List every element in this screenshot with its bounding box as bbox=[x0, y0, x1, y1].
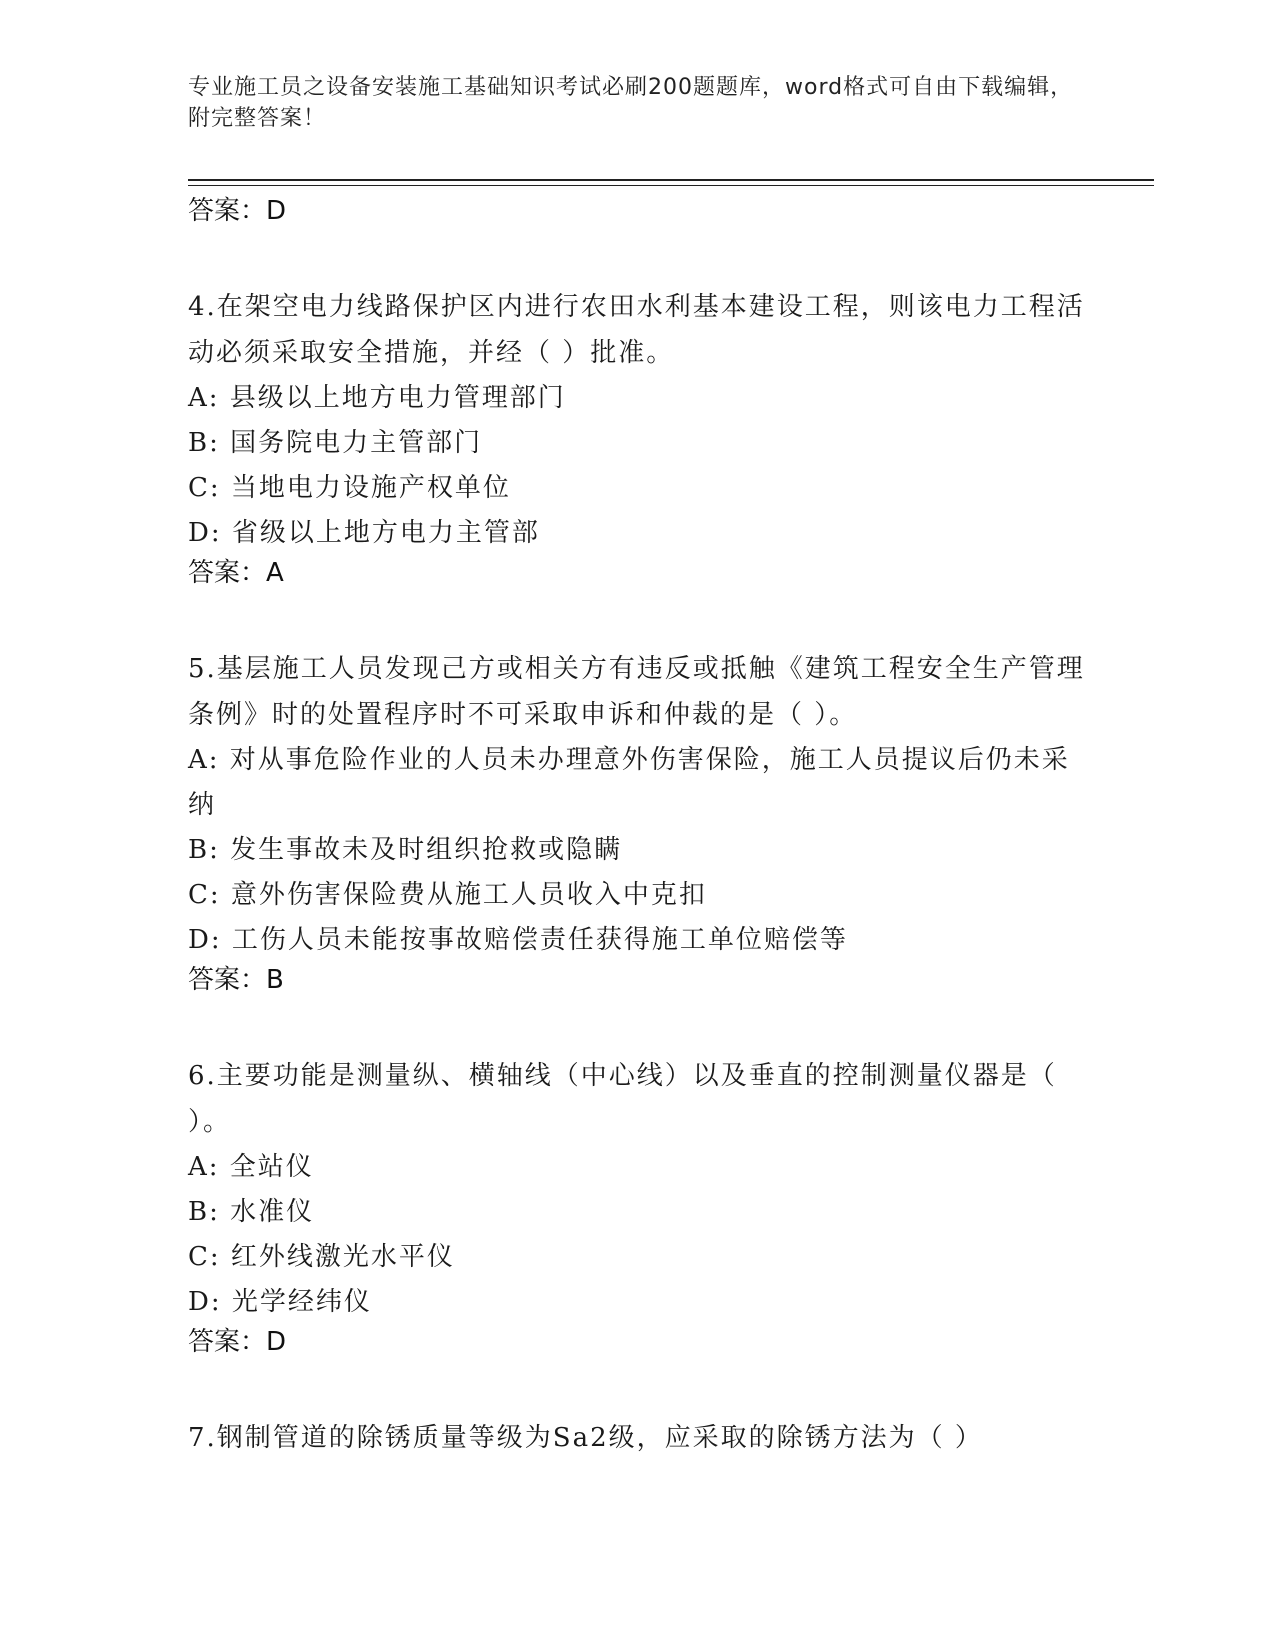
option-c: C: 红外线激光水平仪 bbox=[188, 1242, 455, 1272]
header-rule-thin bbox=[188, 185, 1154, 186]
option-c: C: 当地电力设施产权单位 bbox=[188, 473, 511, 503]
option-b: B: 水准仪 bbox=[188, 1197, 315, 1227]
option-a: A: 全站仪 bbox=[188, 1152, 314, 1182]
answer: 答案：B bbox=[188, 965, 284, 995]
question-list bbox=[188, 194, 1088, 1461]
option-a: A: 县级以上地方电力管理部门 bbox=[188, 383, 566, 413]
question-text: 5.基层施工人员发现己方或相关方有违反或抵触《建筑工程安全生产管理条例》时的处置程序时不可采取申诉和仲裁的是（ ）。 bbox=[188, 654, 1085, 730]
question-text: 7.钢制管道的除锈质量等级为Sa2级，应采取的除锈方法为（ ） bbox=[188, 1423, 983, 1453]
answer-previous: 答案：D bbox=[188, 196, 287, 226]
option-d: D: 省级以上地方电力主管部 bbox=[188, 518, 540, 548]
header-rule-thick bbox=[188, 179, 1154, 181]
question-text: 6.主要功能是测量纵、横轴线（中心线）以及垂直的控制测量仪器是（ ）。 bbox=[188, 1061, 1057, 1137]
question-4 bbox=[188, 284, 1088, 590]
answer: 答案：D bbox=[188, 1327, 287, 1357]
question-5 bbox=[188, 646, 1088, 997]
option-d: D: 工伤人员未能按事故赔偿责任获得施工单位赔偿等 bbox=[188, 925, 848, 955]
question-7 bbox=[188, 1415, 1088, 1461]
option-c: C: 意外伤害保险费从施工人员收入中克扣 bbox=[188, 880, 707, 910]
question-6 bbox=[188, 1053, 1088, 1359]
option-d: D: 光学经纬仪 bbox=[188, 1287, 372, 1317]
document-header: 专业施工员之设备安装施工基础知识考试必刷200题题库，word格式可自由下载编辑，附完整答案！ bbox=[188, 75, 1074, 131]
option-b: B: 发生事故未及时组织抢救或隐瞒 bbox=[188, 835, 623, 865]
question-text: 4.在架空电力线路保护区内进行农田水利基本建设工程，则该电力工程活动必须采取安全措施，并经（ ）批准。 bbox=[188, 292, 1085, 368]
answer: 答案：A bbox=[188, 558, 284, 588]
option-b: B: 国务院电力主管部门 bbox=[188, 428, 483, 458]
option-a: A: 对从事危险作业的人员未办理意外伤害保险，施工人员提议后仍未采纳 bbox=[188, 745, 1070, 820]
